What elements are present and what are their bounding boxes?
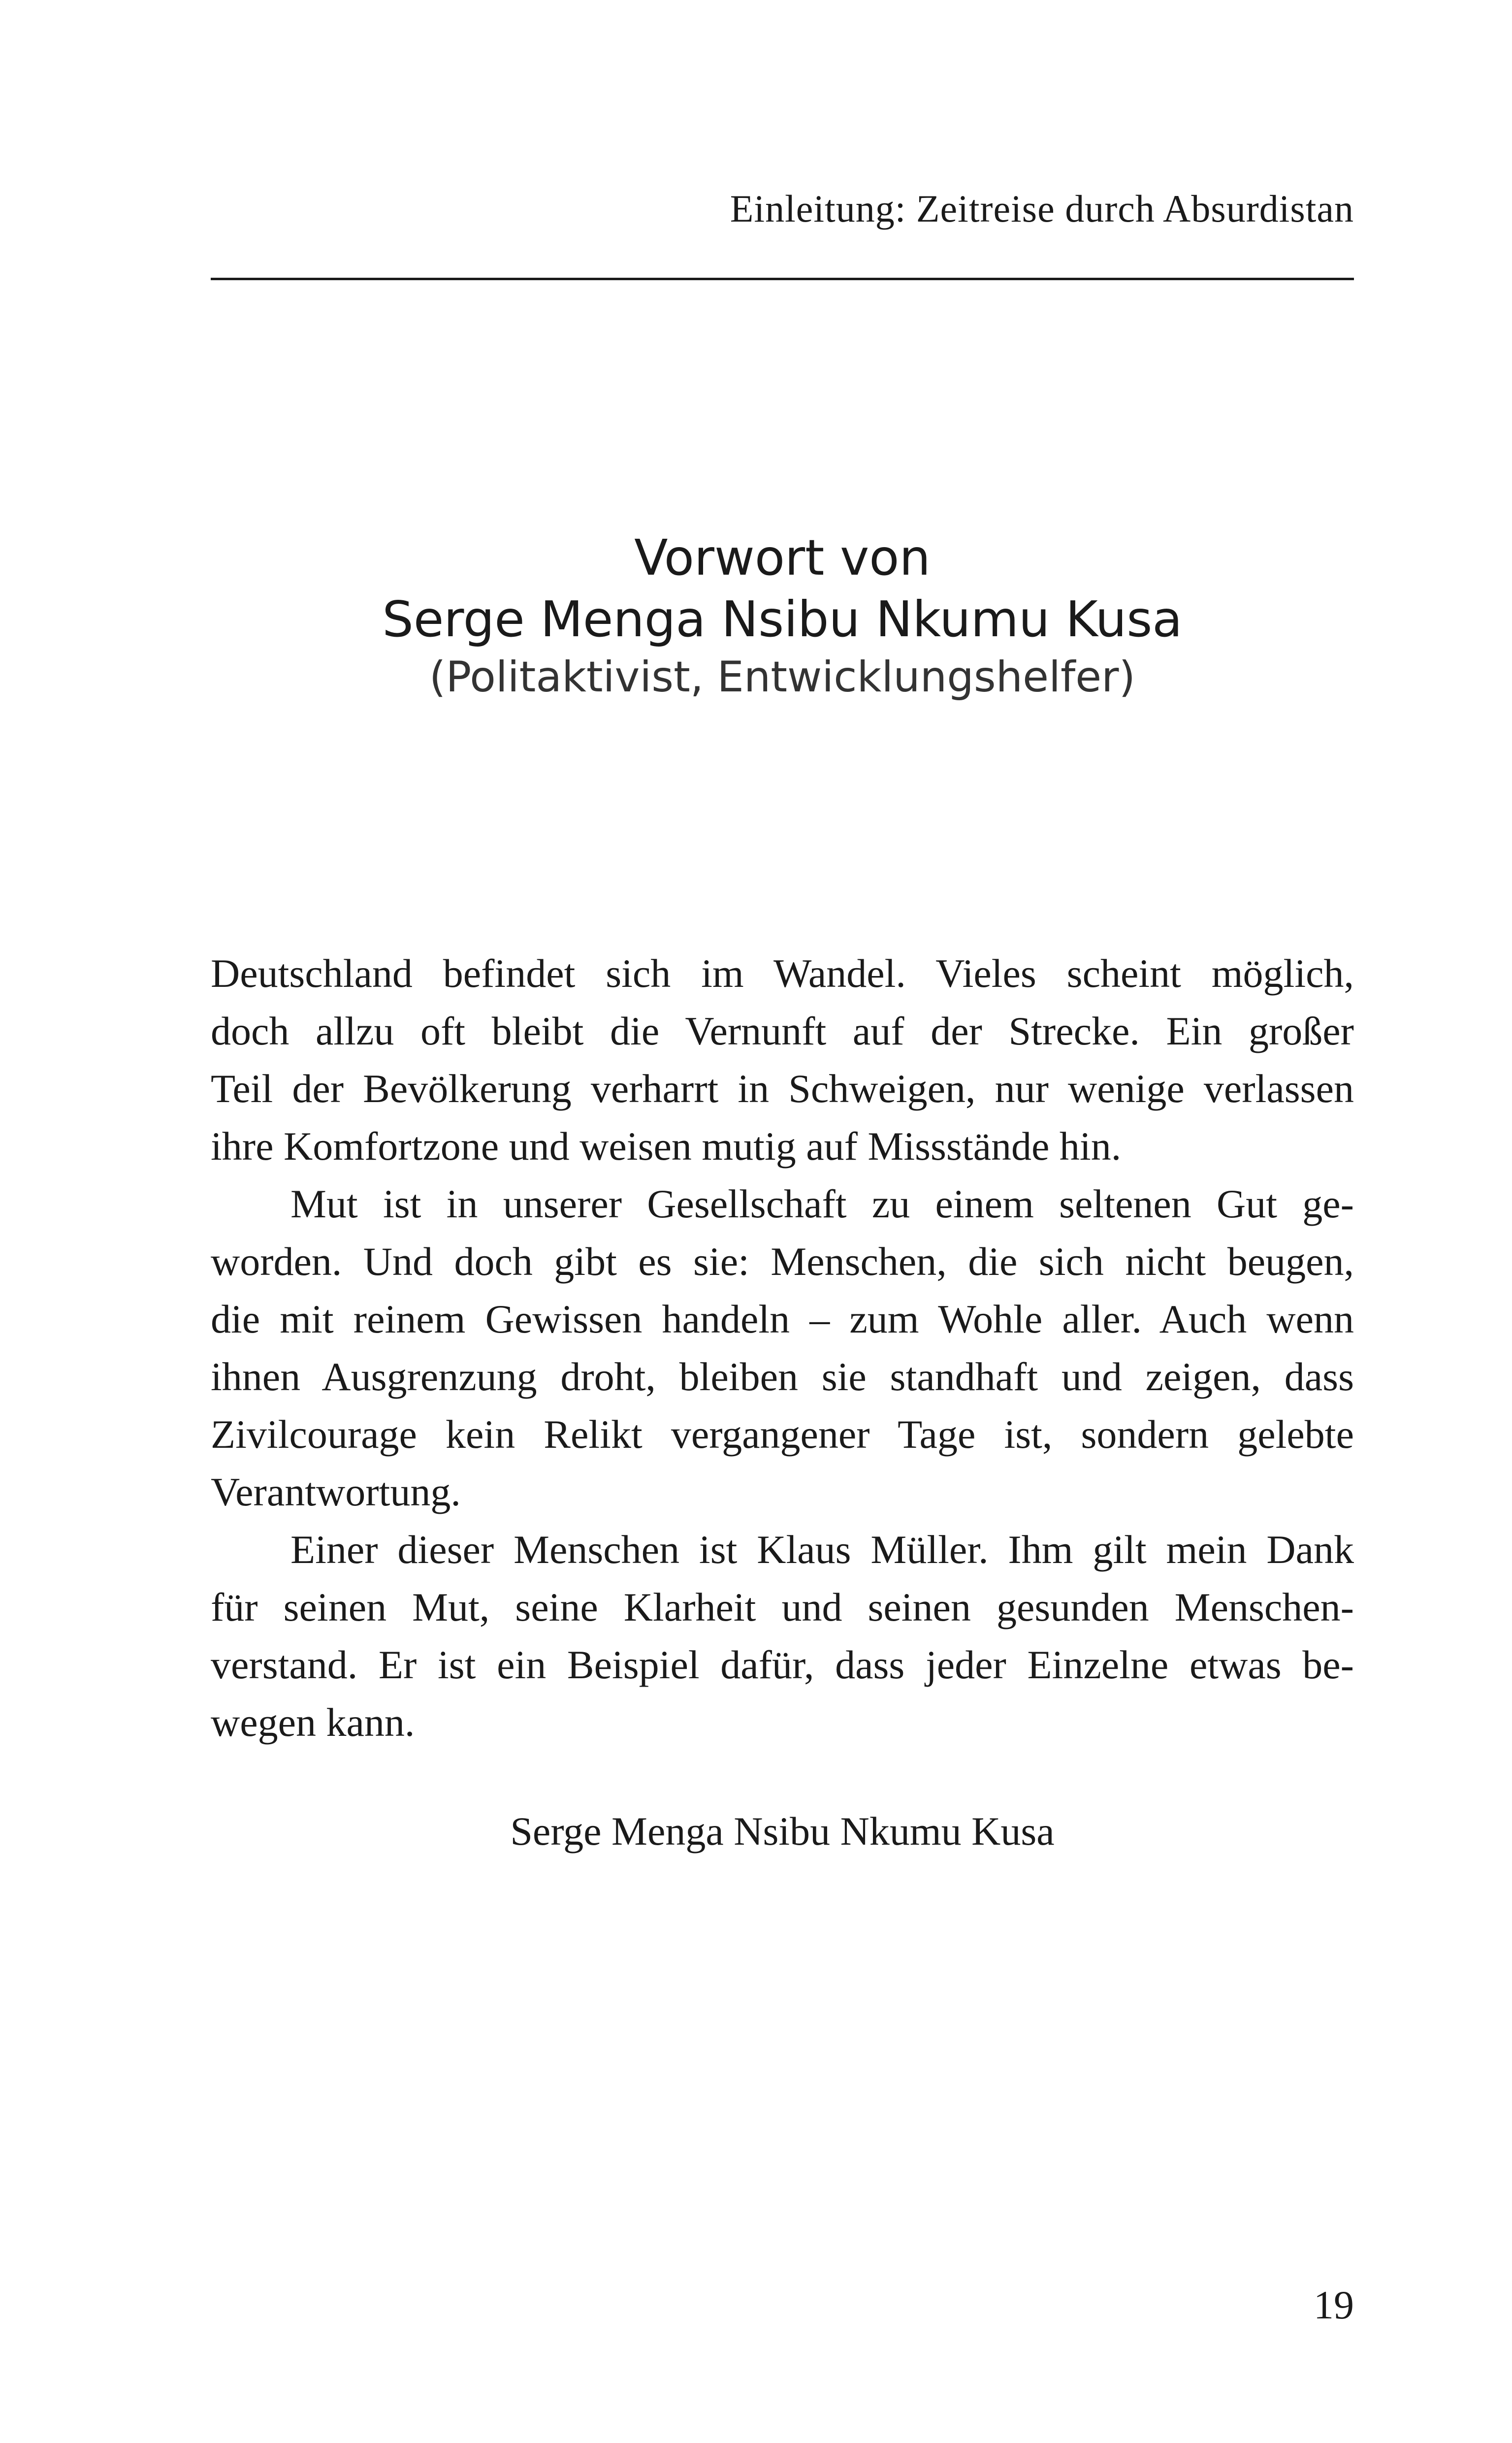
text-line: Teil der Bevölkerung verharrt in Schweigen, nur wenige verlassen <box>211 1066 1354 1111</box>
text-line: worden. Und doch gibt es sie: Menschen, die sich nicht beugen, <box>211 1239 1354 1284</box>
page-number: 19 <box>1314 2282 1354 2327</box>
text-line: ihre Komfortzone und weisen mutig auf Missstände hin. <box>211 1124 1122 1169</box>
chapter-title-block <box>211 527 1354 704</box>
body-text <box>211 945 1354 1751</box>
signature: Serge Menga Nsibu Nkumu Kusa <box>510 1809 1055 1854</box>
header-rule <box>211 278 1354 280</box>
chapter-title-line-1: Vorwort von <box>634 529 931 586</box>
text-line: Mut ist in unserer Gesellschaft zu einem seltenen Gut ge- <box>290 1181 1354 1226</box>
running-head: Einleitung: Zeitreise durch Absurdistan <box>730 187 1354 230</box>
text-line: für seinen Mut, seine Klarheit und seinen gesunden Menschen- <box>211 1585 1354 1629</box>
text-line: wegen kann. <box>211 1700 415 1745</box>
text-line: Zivilcourage kein Relikt vergangener Tage ist, sondern gelebte <box>211 1412 1354 1457</box>
text-line: Deutschland befindet sich im Wandel. Vieles scheint möglich, <box>211 951 1354 996</box>
text-line: Einer dieser Menschen ist Klaus Müller. Ihm gilt mein Dank <box>290 1527 1354 1572</box>
text-line: ihnen Ausgrenzung droht, bleiben sie standhaft und zeigen, dass <box>211 1354 1354 1399</box>
text-line: verstand. Er ist ein Beispiel dafür, dass jeder Einzelne etwas be- <box>211 1642 1354 1687</box>
text-line: doch allzu oft bleibt die Vernunft auf der Strecke. Ein großer <box>211 1009 1354 1053</box>
chapter-title-line-2: Serge Menga Nsibu Nkumu Kusa <box>382 590 1183 648</box>
chapter-subtitle: (Politaktivist, Entwicklungshelfer) <box>429 652 1136 702</box>
text-line: die mit reinem Gewissen handeln – zum Wohle aller. Auch wenn <box>211 1297 1354 1341</box>
text-line: Verantwortung. <box>211 1469 461 1514</box>
